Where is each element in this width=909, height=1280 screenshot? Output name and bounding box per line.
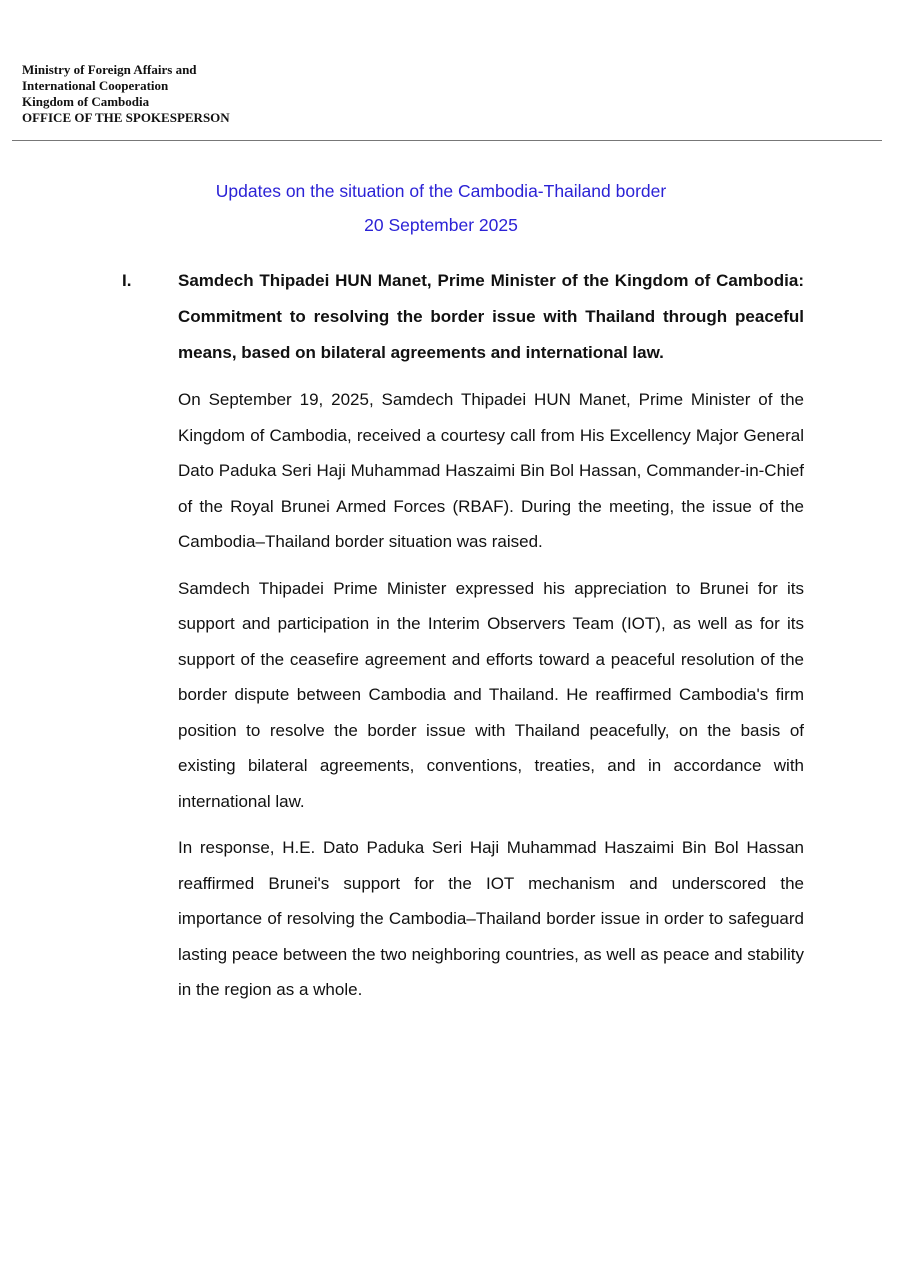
letterhead-line-kingdom: Kingdom of Cambodia bbox=[22, 94, 150, 109]
paragraph-response: In response, H.E. Dato Paduka Seri Haji Muhammad Haszaimi Bin Bol Hassan reaffirmed Brunei's support for the IOT mechanism and underscored the importance of resolving the Cambodia–Thailand border issue in order to safeguard lasting peace between the two neighboring countries, as well as peace and stability in the region as a whole. bbox=[178, 838, 804, 999]
letterhead-line-ministry: Ministry of Foreign Affairs and bbox=[22, 62, 197, 77]
header-divider bbox=[12, 140, 882, 141]
paragraph-courtesy-call: On September 19, 2025, Samdech Thipadei HUN Manet, Prime Minister of the Kingdom of Cambodia, received a courtesy call from His Excellency Major General Dato Paduka Seri Haji Muhammad Haszaimi Bin Bol Hassan, Commander-in-Chief of the Royal Brunei Armed Forces (RBAF). During the meeting, the issue of the Cambodia–Thailand border situation was raised. bbox=[178, 390, 804, 551]
letterhead-line-cooperation: International Cooperation bbox=[22, 78, 169, 93]
paragraph-appreciation: Samdech Thipadei Prime Minister expressed his appreciation to Brunei for its support and participation in the Interim Observers Team (IOT), as well as for its support of the ceasefire agreement and efforts toward a peaceful resolution of the border dispute between Cambodia and Thailand. He reaffirmed Cambodia's firm position to resolve the border issue with Thailand peacefully, on the basis of existing bilateral agreements, conventions, treaties, and in accordance with international law. bbox=[178, 578, 804, 811]
document-title-block bbox=[0, 174, 882, 242]
section-heading-row bbox=[122, 263, 804, 371]
section-heading: Samdech Thipadei HUN Manet, Prime Minister of the Kingdom of Cambodia: Commitment to resolving the border issue with Thailand through peaceful means, based on bilateral agreements and international law. bbox=[178, 271, 804, 362]
section-1 bbox=[122, 263, 804, 1008]
letterhead bbox=[22, 62, 230, 126]
document-title: Updates on the situation of the Cambodia-Thailand border bbox=[215, 181, 667, 201]
section-number: I. bbox=[122, 271, 132, 290]
document-date: 20 September 2025 bbox=[364, 215, 518, 235]
letterhead-line-office: OFFICE OF THE SPOKESPERSON bbox=[22, 110, 230, 125]
